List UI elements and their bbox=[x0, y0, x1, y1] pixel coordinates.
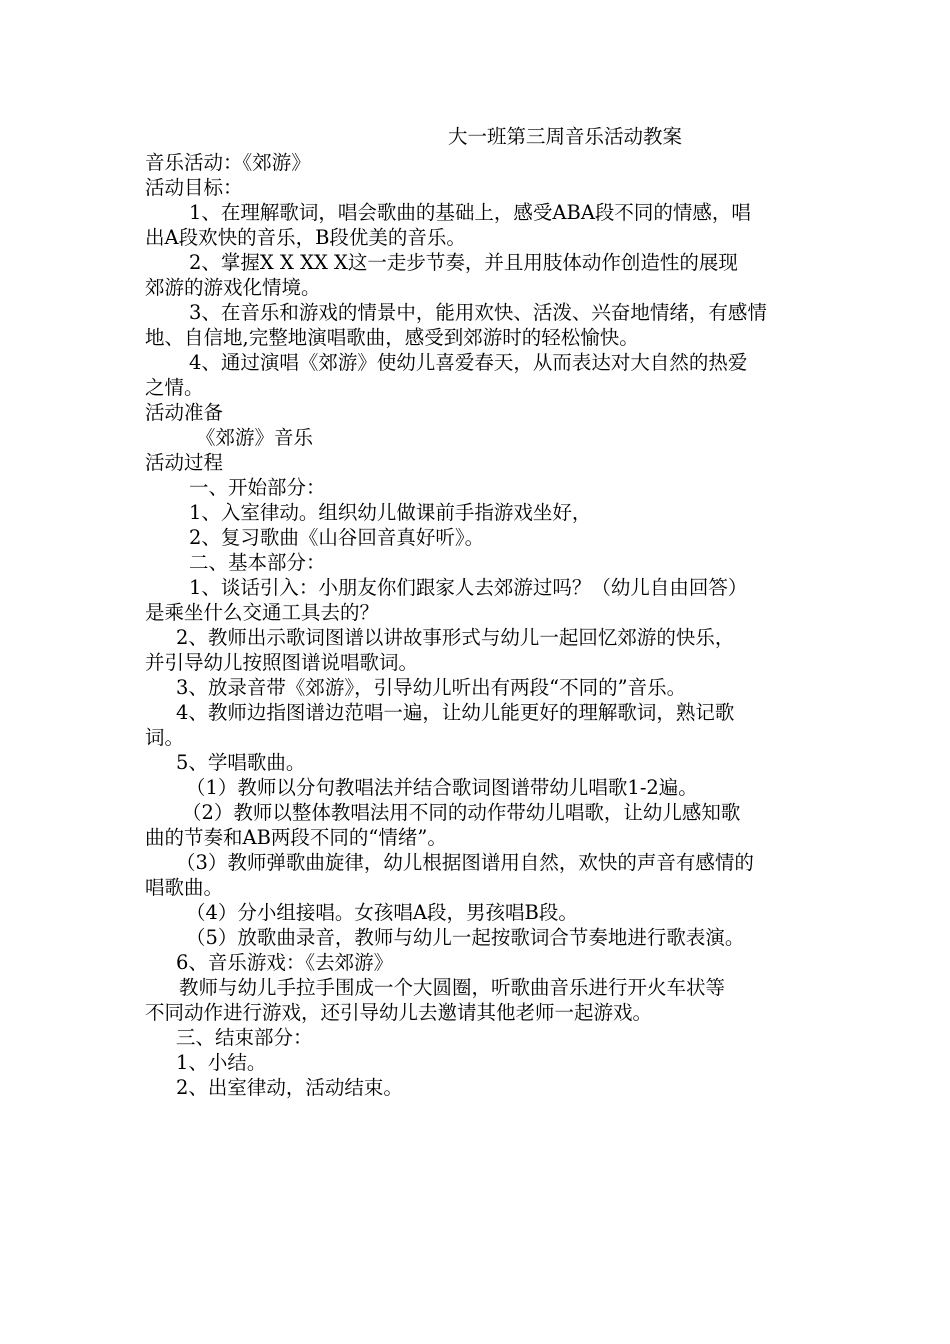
part-2-step-1-line-2: 是乘坐什么交通工具去的？ bbox=[145, 601, 380, 624]
part-2-step-2-line-2: 并引导幼儿按照图谱说唱歌词。 bbox=[145, 651, 419, 674]
document-title: 大一班第三周音乐活动教案 bbox=[447, 125, 682, 148]
section-heading-preparation: 活动准备 bbox=[145, 401, 224, 424]
substep-2-line-1: （2）教师以整体教唱法用不同的动作带幼儿唱歌，让幼儿感知歌 bbox=[182, 801, 741, 824]
goal-4-line-2: 之情。 bbox=[145, 376, 204, 399]
part-3-step-1: 1、小结。 bbox=[176, 1051, 267, 1074]
section-heading-goals: 活动目标： bbox=[145, 176, 243, 199]
part-2-step-5: 5、学唱歌曲。 bbox=[176, 751, 306, 774]
substep-3-line-2: 唱歌曲。 bbox=[145, 876, 224, 899]
section-heading-process: 活动过程 bbox=[145, 451, 224, 474]
part-2-step-3: 3、放录音带《郊游》，引导幼儿听出有两段“不同的”音乐。 bbox=[176, 676, 687, 699]
goal-1-line-2: 出A段欢快的音乐，B段优美的音乐。 bbox=[145, 226, 466, 249]
part-2-heading: 二、基本部分： bbox=[189, 551, 326, 574]
part-2-step-4-line-1: 4、教师边指图谱边范唱一遍，让幼儿能更好的理解歌词，熟记歌 bbox=[176, 701, 735, 724]
substep-2-line-2: 曲的节奏和AB两段不同的“情绪”。 bbox=[145, 826, 447, 849]
substep-4: （4）分小组接唱。女孩唱A段，男孩唱B段。 bbox=[186, 901, 578, 924]
game-description-line-2: 不同动作进行游戏，还引导幼儿去邀请其他老师一起游戏。 bbox=[145, 1001, 653, 1024]
part-1-step-2: 2、复习歌曲《山谷回音真好听》。 bbox=[189, 526, 485, 549]
substep-5: （5）放歌曲录音，教师与幼儿一起按歌词合节奏地进行歌表演。 bbox=[186, 926, 745, 949]
part-3-heading: 三、结束部分： bbox=[176, 1026, 313, 1049]
part-2-step-4-line-2: 词。 bbox=[145, 726, 185, 749]
goal-3-line-2: 地、自信地,完整地演唱歌曲，感受到郊游时的轻松愉快。 bbox=[145, 326, 639, 349]
substep-1: （1）教师以分句教唱法并结合歌词图谱带幼儿唱歌1-2遍。 bbox=[186, 776, 698, 799]
game-description-line-1: 教师与幼儿手拉手围成一个大圆圈，听歌曲音乐进行开火车状等 bbox=[179, 976, 726, 999]
goal-2-line-1: 2、掌握X X XX X这一走步节奏，并且用肢体动作创造性的展现 bbox=[189, 251, 738, 274]
part-1-step-1: 1、入室律动。组织幼儿做课前手指游戏坐好， bbox=[189, 501, 592, 524]
substep-3-line-1: （3）教师弹歌曲旋律，幼儿根据图谱用自然，欢快的声音有感情的 bbox=[176, 851, 754, 874]
part-2-step-6: 6、音乐游戏：《去郊游》 bbox=[176, 951, 394, 974]
part-2-step-1-line-1: 1、谈话引入：小朋友你们跟家人去郊游过吗？（幼儿自由回答） bbox=[189, 576, 748, 599]
part-2-step-2-line-1: 2、教师出示歌词图谱以讲故事形式与幼儿一起回忆郊游的快乐， bbox=[176, 626, 735, 649]
part-3-step-2: 2、出室律动，活动结束。 bbox=[176, 1076, 403, 1099]
document-body bbox=[145, 124, 815, 1100]
goal-3-line-1: 3、在音乐和游戏的情景中，能用欢快、活泼、兴奋地情绪，有感情 bbox=[189, 301, 767, 324]
part-1-heading: 一、开始部分： bbox=[189, 476, 326, 499]
goal-4-line-1: 4、通过演唱《郊游》使幼儿喜爱春天，从而表达对大自然的热爱 bbox=[189, 351, 748, 374]
goal-2-line-2: 郊游的游戏化情境。 bbox=[145, 276, 321, 299]
preparation-item: 《郊游》音乐 bbox=[196, 426, 314, 449]
goal-1-line-1: 1、在理解歌词，唱会歌曲的基础上，感受ABA段不同的情感，唱 bbox=[189, 201, 751, 224]
activity-name: 音乐活动：《郊游》 bbox=[145, 151, 311, 174]
